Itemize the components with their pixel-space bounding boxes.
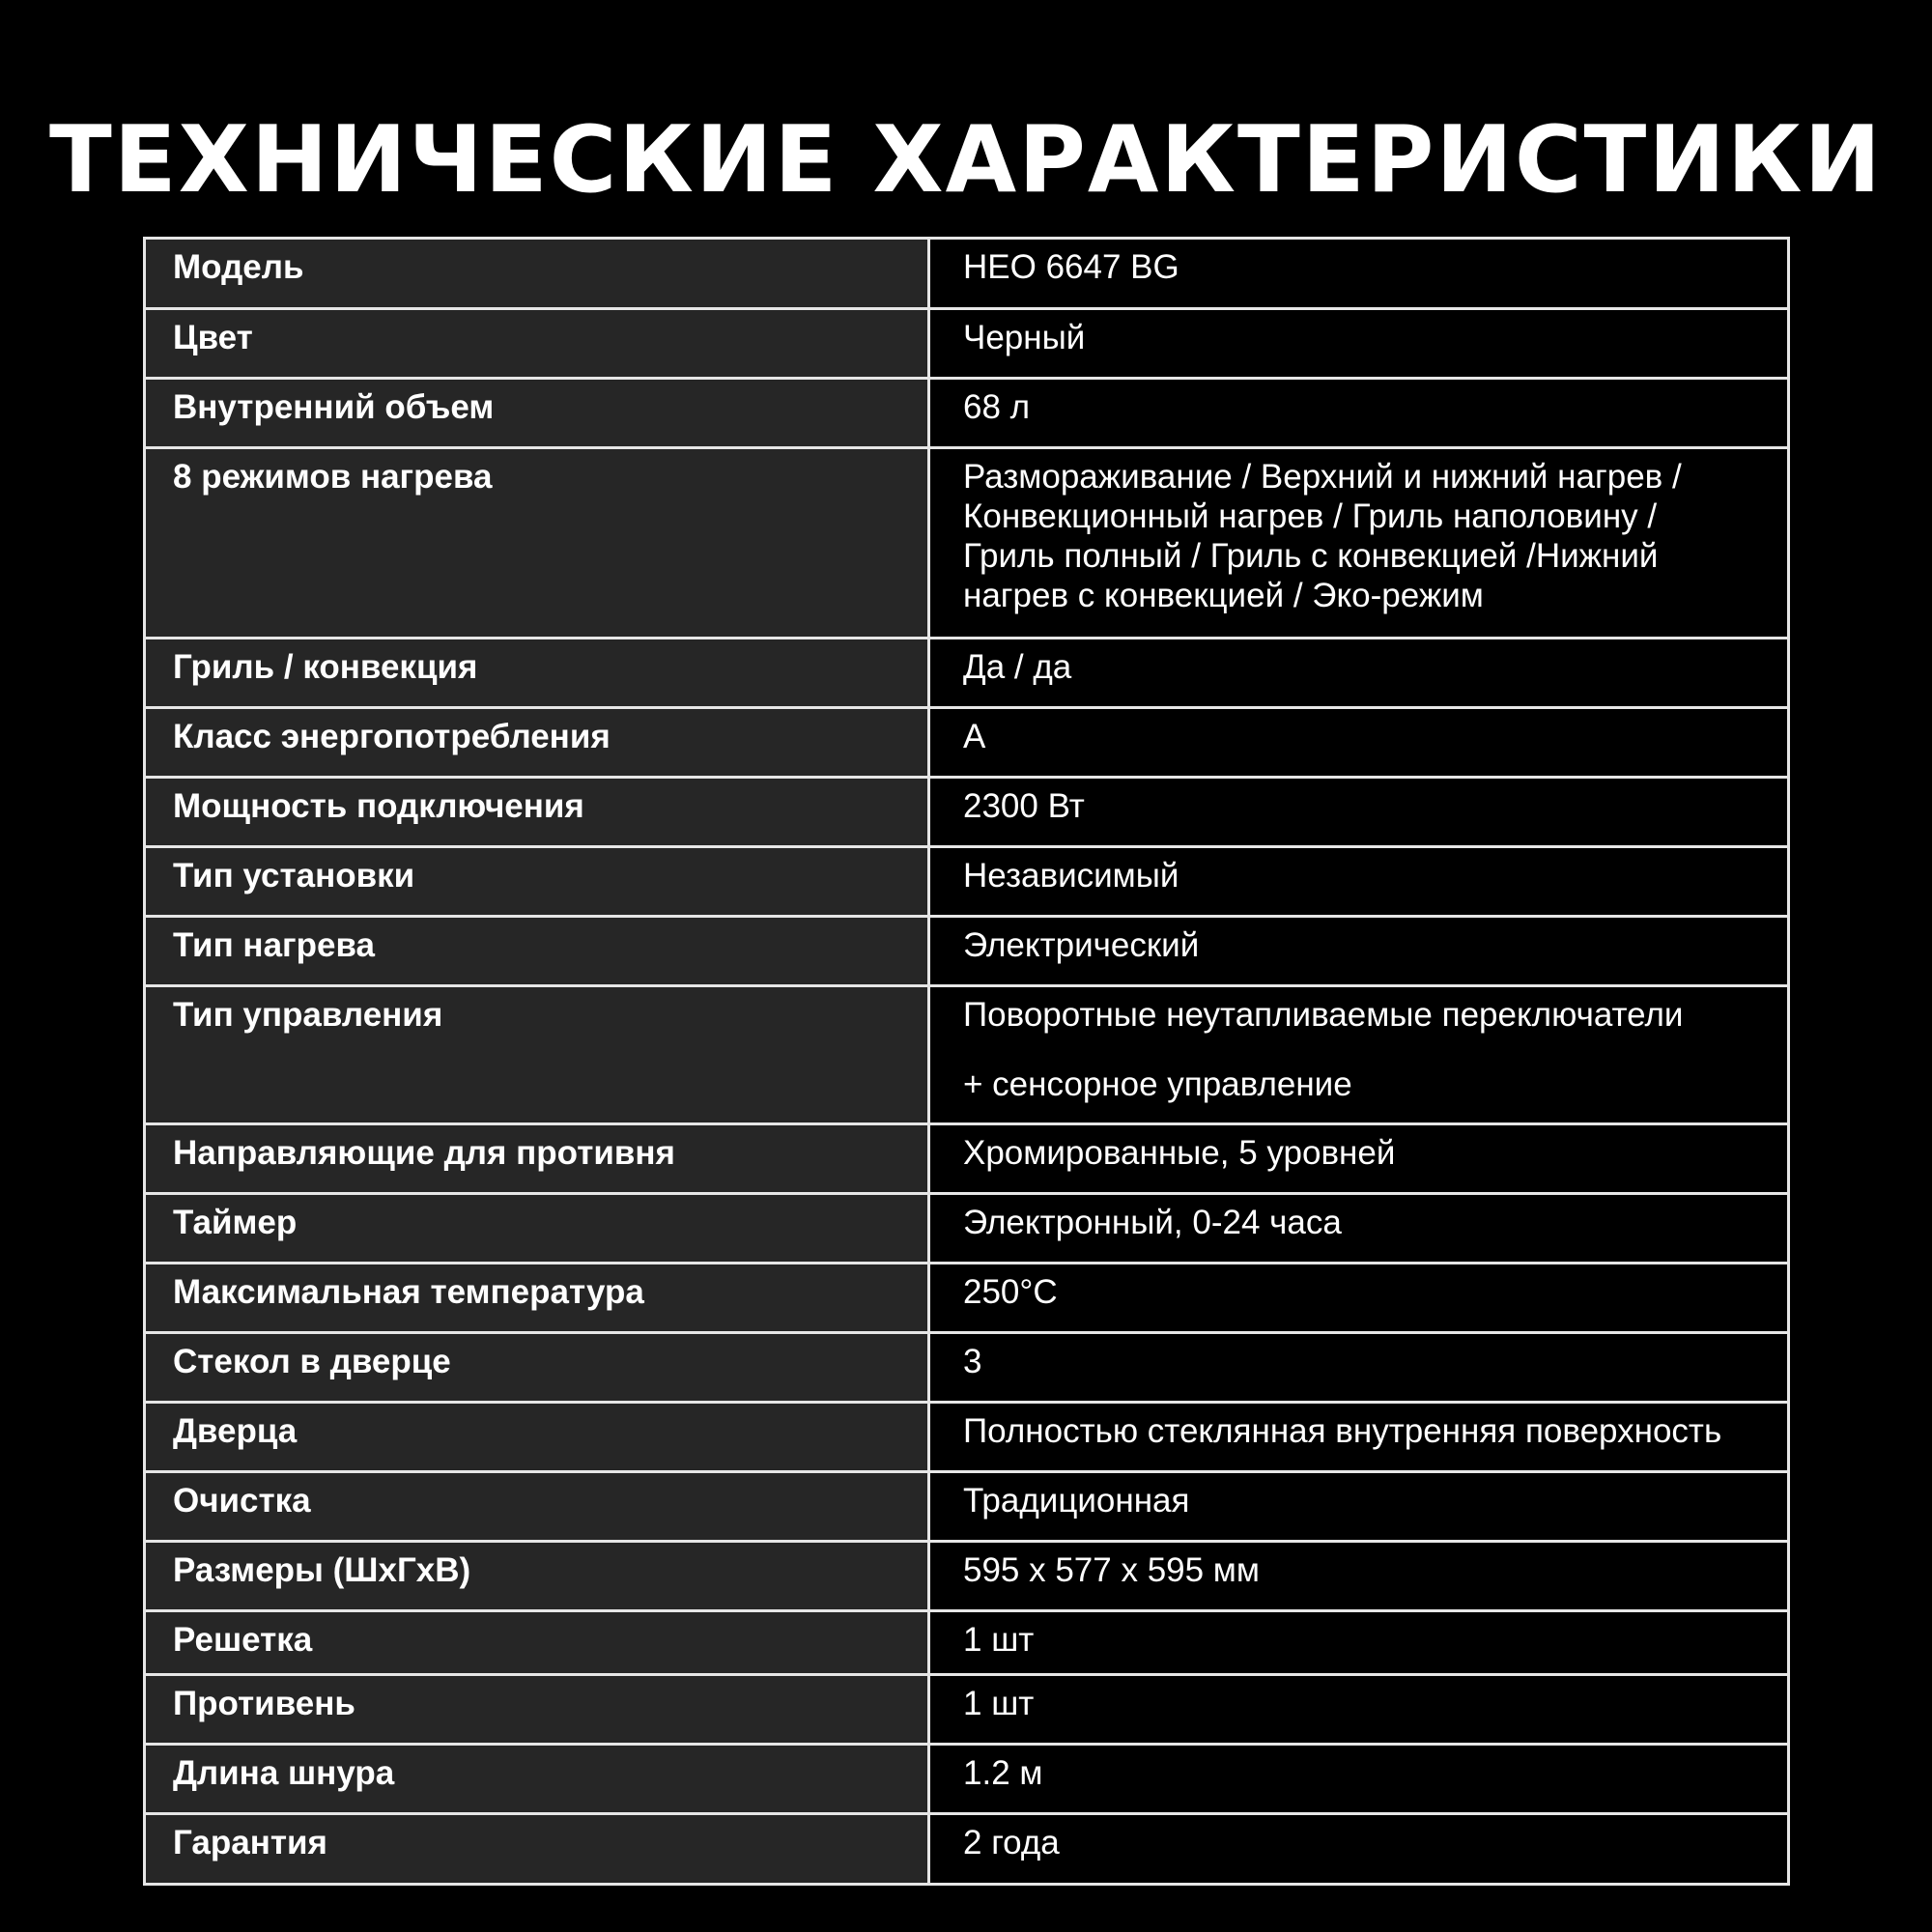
spec-row-volume — [145, 379, 1789, 448]
spec-value — [929, 448, 1789, 639]
page-title: ТЕХНИЧЕСКИЕ ХАРАКТЕРИСТИКИ — [48, 107, 1884, 213]
spec-row-energy-class — [145, 708, 1789, 778]
spec-value — [929, 986, 1789, 1124]
spec-row-color — [145, 309, 1789, 379]
spec-label: Стекол в дверце — [145, 1333, 929, 1403]
spec-label: Гриль / конвекция — [145, 639, 929, 708]
spec-label: Направляющие для противня — [145, 1124, 929, 1194]
spec-row-power — [145, 778, 1789, 847]
spec-label: Максимальная температура — [145, 1264, 929, 1333]
spec-value-line: Конвекционный нагрев / Гриль наполовину / — [963, 497, 1658, 535]
spec-value-line: Размораживание / Верхний и нижний нагрев / — [963, 458, 1682, 496]
spec-label: Мощность подключения — [145, 778, 929, 847]
spec-value: Полностью стеклянная внутренняя поверхность — [929, 1403, 1789, 1472]
spec-row-tray — [145, 1675, 1789, 1745]
spec-value: Независимый — [929, 847, 1789, 917]
spec-label: Дверца — [145, 1403, 929, 1472]
spec-label: Модель — [145, 239, 929, 309]
spec-row-door — [145, 1403, 1789, 1472]
spec-label: Решетка — [145, 1611, 929, 1675]
spec-value: 1.2 м — [929, 1745, 1789, 1814]
spec-label: Размеры (ШхГхВ) — [145, 1542, 929, 1611]
spec-value: Электронный, 0-24 часа — [929, 1194, 1789, 1264]
spec-label: Тип установки — [145, 847, 929, 917]
spec-row-install-type — [145, 847, 1789, 917]
spec-label: Тип управления — [145, 986, 929, 1124]
spec-label: Противень — [145, 1675, 929, 1745]
spec-label: 8 режимов нагрева — [145, 448, 929, 639]
spec-label: Цвет — [145, 309, 929, 379]
spec-value: Хромированные, 5 уровней — [929, 1124, 1789, 1194]
spec-row-dimensions — [145, 1542, 1789, 1611]
spec-row-max-temp — [145, 1264, 1789, 1333]
spec-label: Таймер — [145, 1194, 929, 1264]
spec-value-line: Поворотные неутапливаемые переключатели — [963, 996, 1684, 1034]
spec-row-cord-length — [145, 1745, 1789, 1814]
spec-row-warranty — [145, 1814, 1789, 1885]
spec-value: 1 шт — [929, 1675, 1789, 1745]
spec-label: Гарантия — [145, 1814, 929, 1885]
spec-row-door-glass — [145, 1333, 1789, 1403]
spec-value: Да / да — [929, 639, 1789, 708]
spec-row-cleaning — [145, 1472, 1789, 1542]
spec-value: А — [929, 708, 1789, 778]
spec-value: 595 х 577 х 595 мм — [929, 1542, 1789, 1611]
spec-value: Черный — [929, 309, 1789, 379]
spec-row-tray-guides — [145, 1124, 1789, 1194]
spec-value-line: Гриль полный / Гриль с конвекцией /Нижний — [963, 537, 1659, 575]
spec-value-line: нагрев с конвекцией / Эко-режим — [963, 577, 1484, 614]
spec-row-heating-modes — [145, 448, 1789, 639]
spec-value: Традиционная — [929, 1472, 1789, 1542]
spec-row-control-type — [145, 986, 1789, 1124]
spec-value: 68 л — [929, 379, 1789, 448]
spec-row-rack — [145, 1611, 1789, 1675]
spec-value: Электрический — [929, 917, 1789, 986]
spec-value: HEO 6647 BG — [929, 239, 1789, 309]
specs-table — [143, 237, 1790, 1886]
spec-value-line: + сенсорное управление — [963, 1065, 1352, 1103]
spec-value: 250°C — [929, 1264, 1789, 1333]
spec-label: Класс энергопотребления — [145, 708, 929, 778]
spec-label: Длина шнура — [145, 1745, 929, 1814]
spec-row-heating-type — [145, 917, 1789, 986]
spec-value: 2300 Вт — [929, 778, 1789, 847]
spec-row-grill-convection — [145, 639, 1789, 708]
spec-value: 2 года — [929, 1814, 1789, 1885]
spec-label: Очистка — [145, 1472, 929, 1542]
spec-label: Внутренний объем — [145, 379, 929, 448]
spec-value: 3 — [929, 1333, 1789, 1403]
spec-row-timer — [145, 1194, 1789, 1264]
spec-value: 1 шт — [929, 1611, 1789, 1675]
spec-row-model — [145, 239, 1789, 309]
spec-label: Тип нагрева — [145, 917, 929, 986]
